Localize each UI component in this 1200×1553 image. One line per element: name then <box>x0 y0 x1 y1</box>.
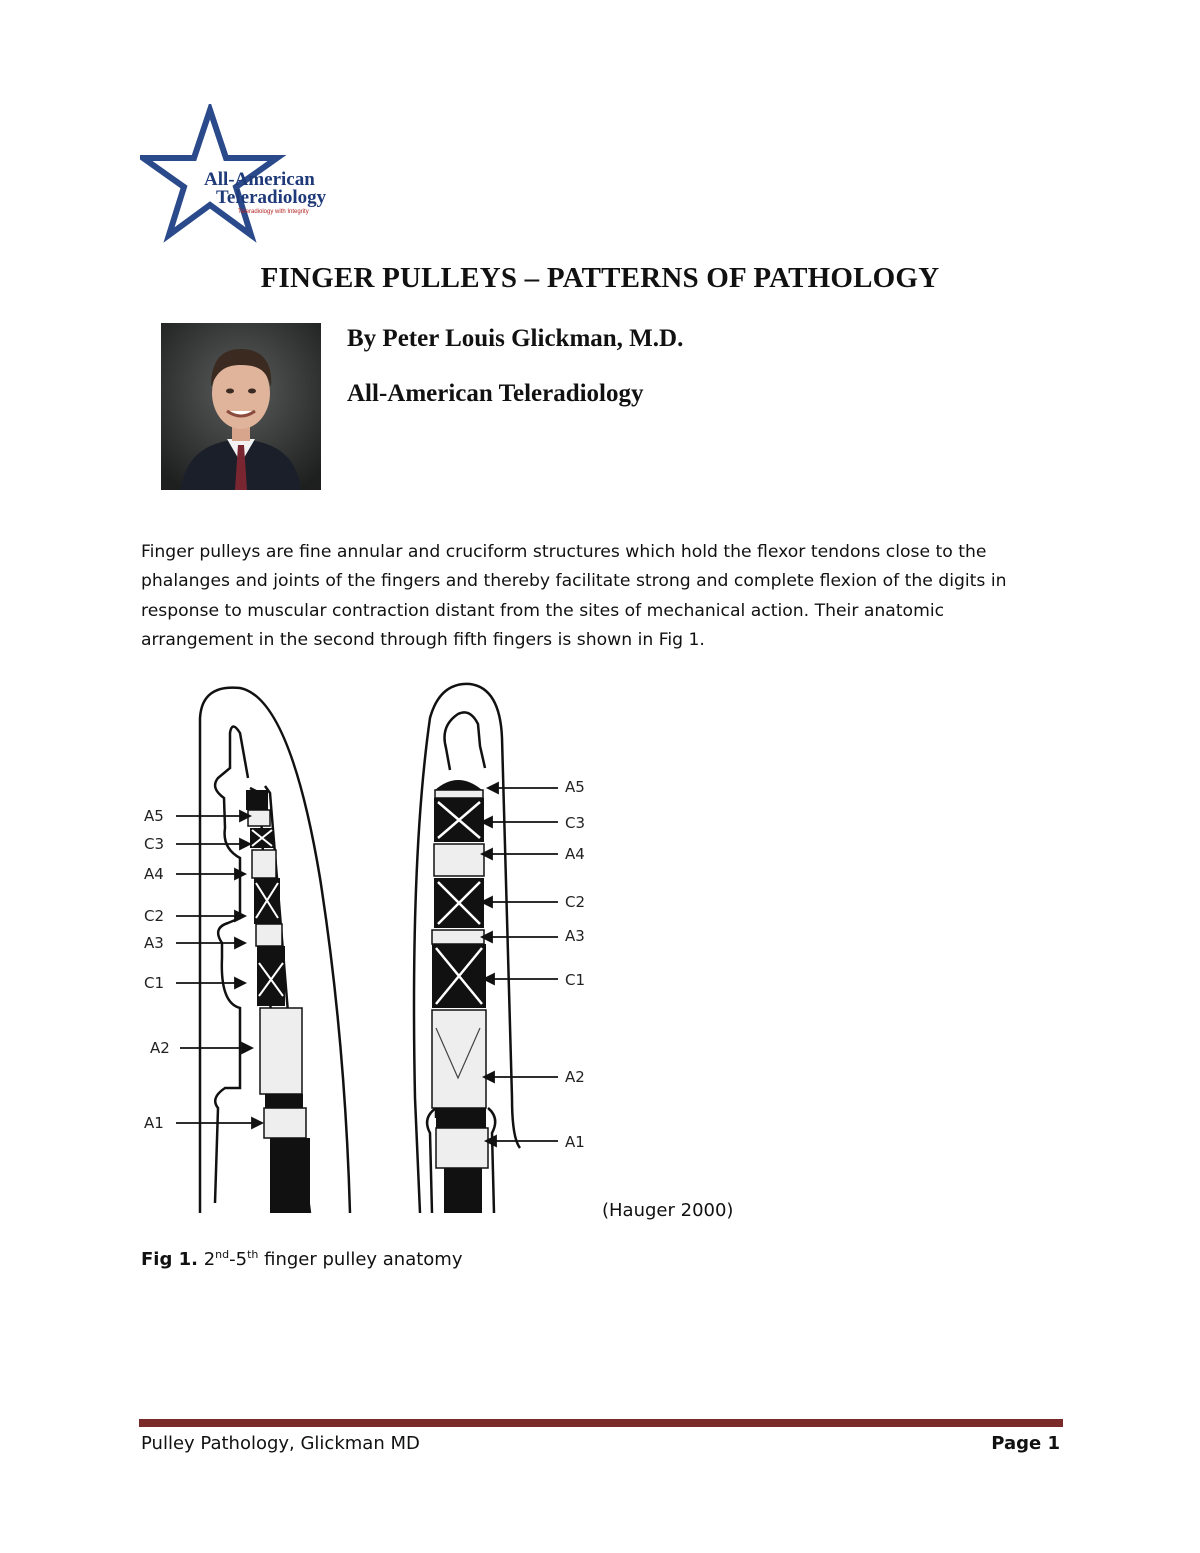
left-label-a2: A2 <box>150 1039 170 1057</box>
left-pulley-arrows <box>176 811 262 1128</box>
author-organization: All-American Teleradiology <box>347 380 644 407</box>
page-title: FINGER PULLEYS – PATTERNS OF PATHOLOGY <box>260 262 940 294</box>
left-label-c2: C2 <box>144 907 165 925</box>
right-label-a4: A4 <box>565 845 585 863</box>
caption-text: finger pulley anatomy <box>258 1249 463 1270</box>
left-label-a4: A4 <box>144 865 164 883</box>
left-label-a1: A1 <box>144 1114 164 1132</box>
right-label-c1: C1 <box>565 971 586 989</box>
logo-tagline: Teleradiology with Integrity <box>238 209 309 215</box>
right-label-c3: C3 <box>565 814 586 832</box>
footer-running-title: Pulley Pathology, Glickman MD <box>141 1433 420 1454</box>
caption-sup2: th <box>247 1248 259 1261</box>
left-label-c1: C1 <box>144 974 165 992</box>
left-pulley-labels <box>144 807 170 1132</box>
author-photo <box>161 323 321 490</box>
right-label-a5: A5 <box>565 778 585 796</box>
company-logo <box>140 104 360 244</box>
caption-prefix: Fig 1. <box>141 1249 198 1270</box>
logo-line1: All-American <box>204 169 315 190</box>
caption-n1: 2 <box>203 1249 216 1270</box>
pulley-anatomy-figure <box>140 678 610 1223</box>
right-label-a2: A2 <box>565 1068 585 1086</box>
right-pulley-arrows <box>482 783 558 1146</box>
left-label-c3: C3 <box>144 835 165 853</box>
figure-credit: (Hauger 2000) <box>602 1200 734 1221</box>
left-label-a3: A3 <box>144 934 164 952</box>
intro-paragraph: Finger pulleys are fine annular and cruciform structures which hold the flexor tendons close to the phalanges and joints of the fingers and thereby facilitate strong and complete flexion of the digits in response to muscular contraction distant from the sites of mechanical action. Their anatomic arrangement in the second through fifth fingers is shown in Fig 1. <box>141 542 1007 650</box>
caption-sup1: nd <box>215 1248 230 1261</box>
footer-page-number: Page 1 <box>991 1433 1060 1454</box>
right-label-a1: A1 <box>565 1133 585 1151</box>
author-name: By Peter Louis Glickman, M.D. <box>347 325 684 352</box>
caption-dash: -5 <box>229 1249 248 1270</box>
footer-divider <box>139 1419 1063 1427</box>
left-label-a5: A5 <box>144 807 164 825</box>
right-label-a3: A3 <box>565 927 585 945</box>
right-label-c2: C2 <box>565 893 586 911</box>
figure-caption <box>141 1248 463 1270</box>
logo-line2: Teleradiology <box>216 187 327 208</box>
right-pulley-labels <box>565 778 585 1151</box>
